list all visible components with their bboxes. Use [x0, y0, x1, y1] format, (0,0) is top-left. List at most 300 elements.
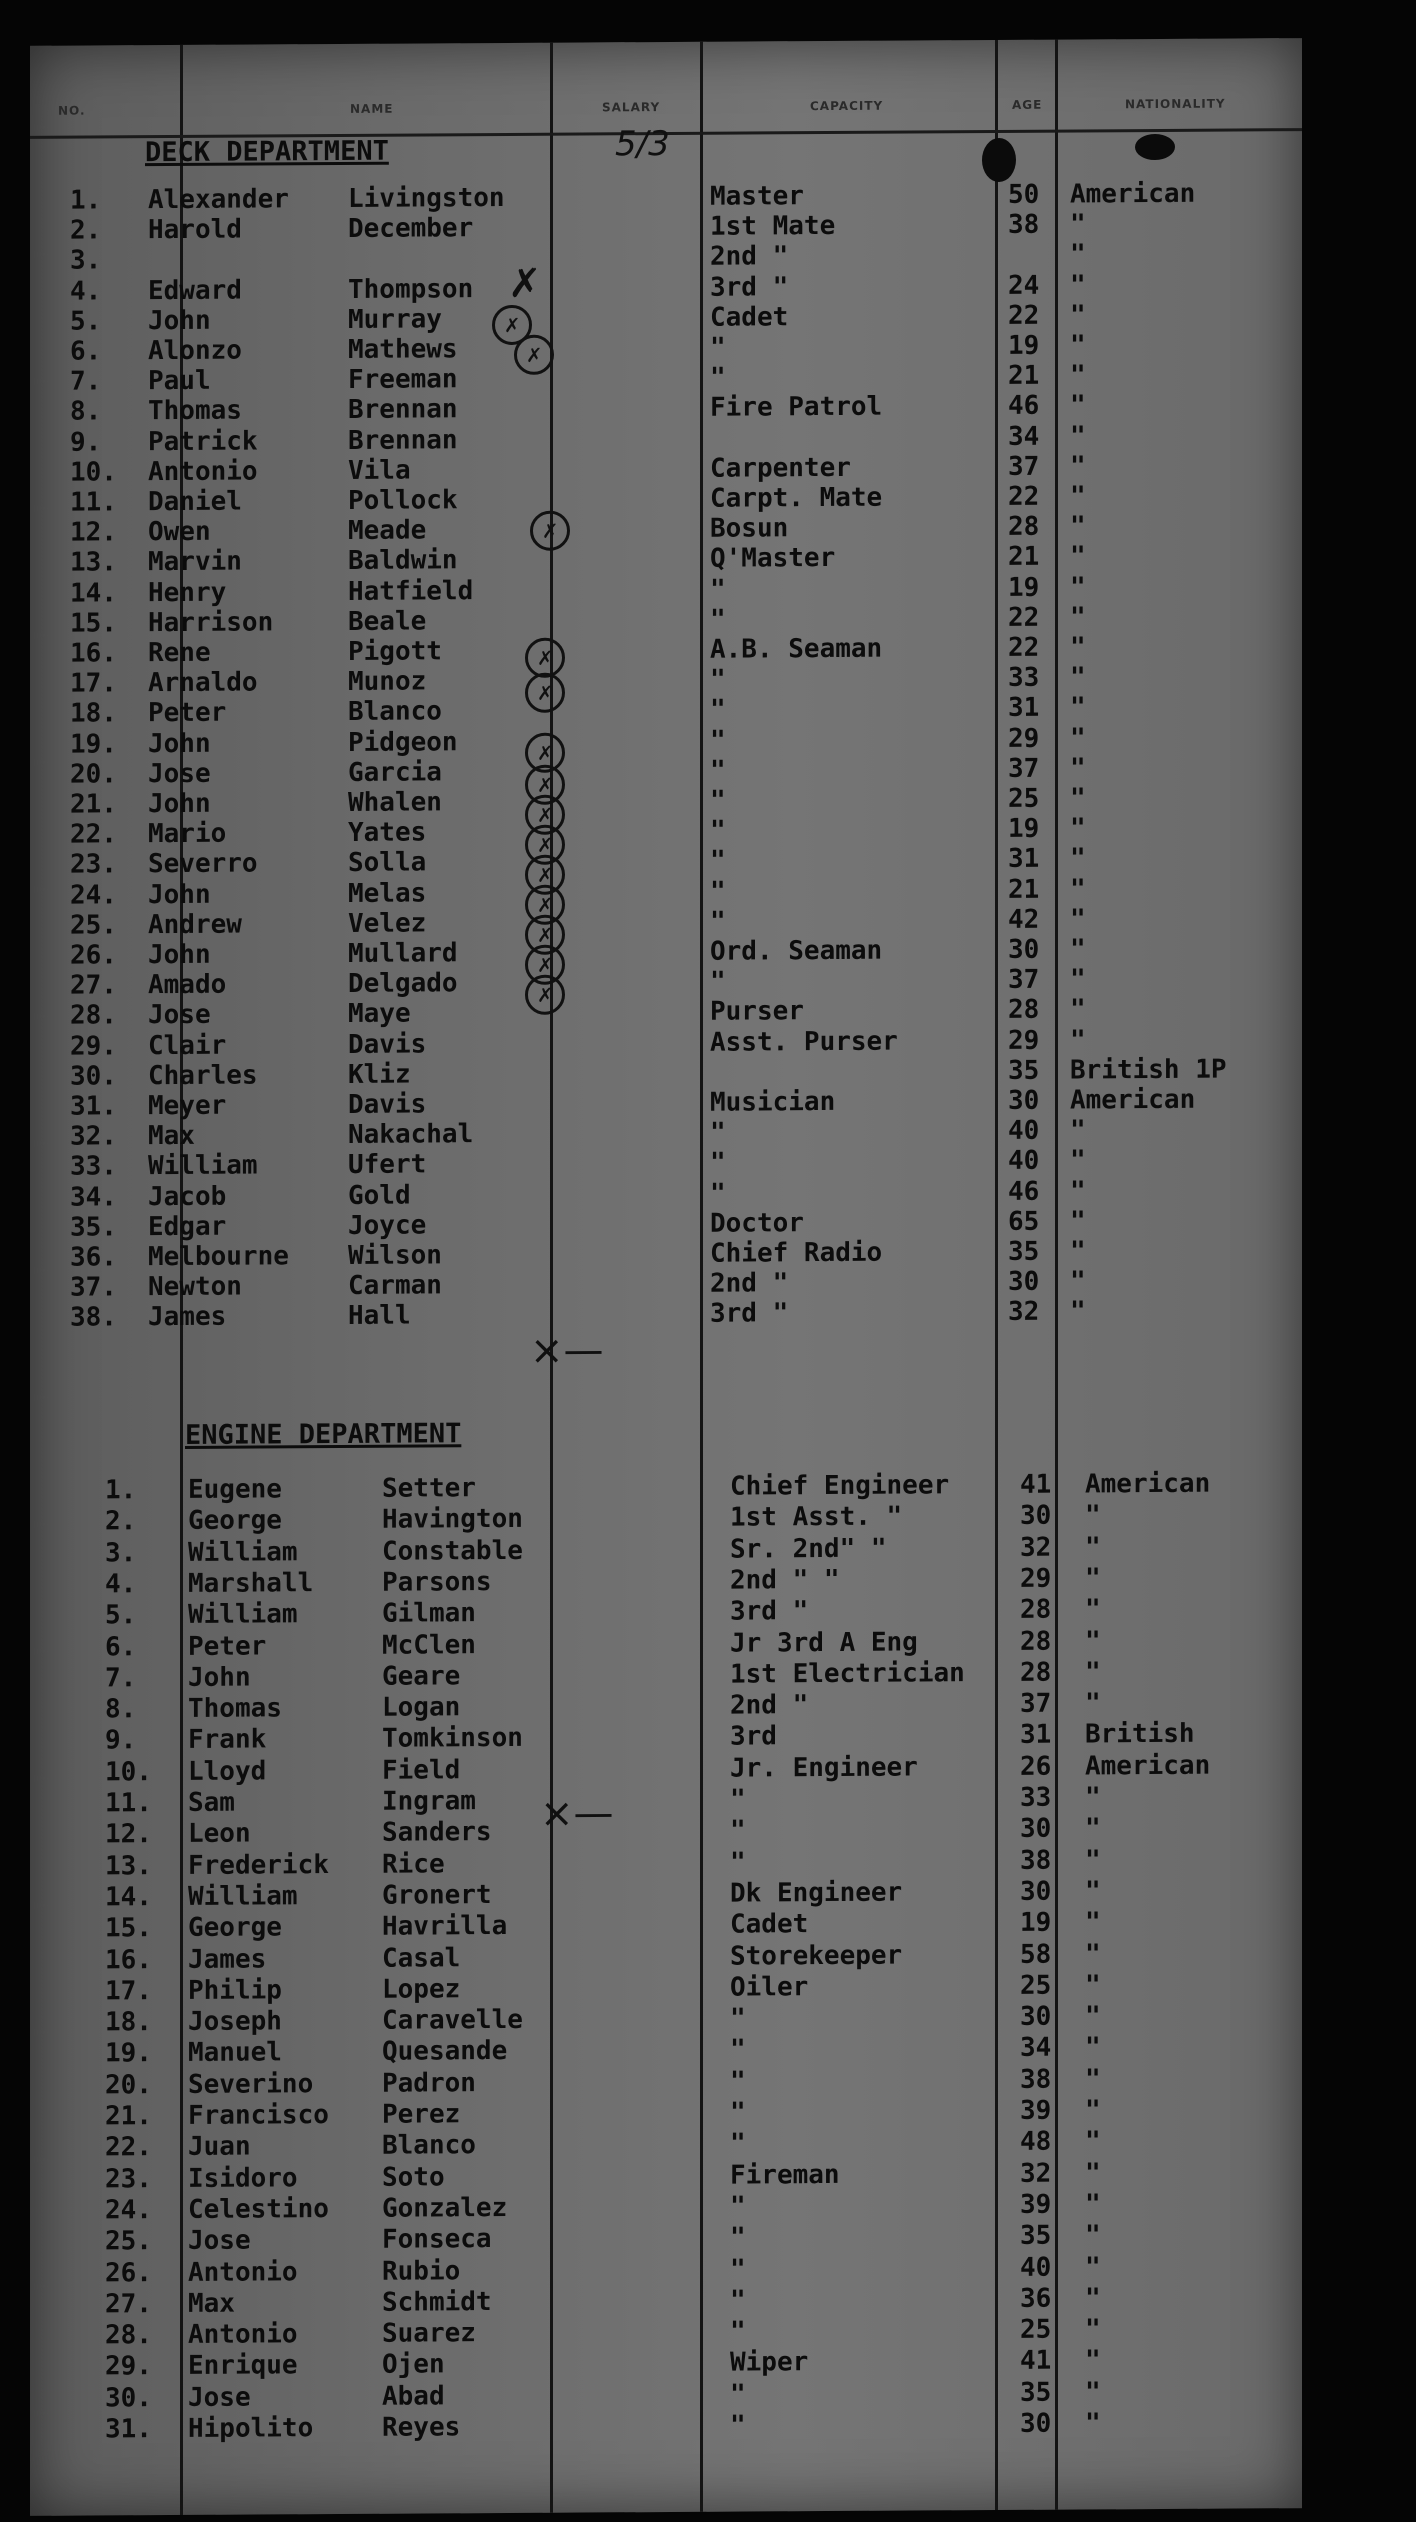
crew-first-name: Patrick — [148, 426, 258, 457]
crew-age: 41 — [1020, 1469, 1052, 1500]
crew-nationality: " — [1085, 2095, 1101, 2126]
crew-number: 37. — [70, 1272, 117, 1303]
crew-last-name: Lopez — [382, 1974, 461, 2005]
crew-capacity: 2nd " — [730, 1690, 809, 1721]
crew-nationality: " — [1085, 1938, 1101, 1969]
crew-age: 21 — [1008, 874, 1040, 905]
crew-last-name: McClen — [382, 1629, 476, 1661]
crew-number: 38. — [70, 1302, 117, 1334]
salary-note: 5/3 — [615, 123, 670, 165]
crew-age: 37 — [1008, 753, 1040, 784]
crew-age: 39 — [1020, 2189, 1052, 2220]
crew-last-name: December — [348, 213, 474, 245]
crew-nationality: " — [1070, 1236, 1086, 1267]
crew-capacity: " — [730, 2003, 746, 2034]
crew-age: 31 — [1020, 1720, 1052, 1751]
crew-age: 25 — [1020, 2314, 1052, 2345]
circled-x-mark-icon: ✗ — [525, 855, 565, 895]
circled-x-mark-icon: ✗ — [530, 511, 570, 551]
crew-last-name: Suarez — [382, 2318, 476, 2349]
crew-last-name: Munoz — [348, 666, 427, 698]
crew-capacity: Carpt. Mate — [710, 482, 883, 514]
crew-capacity: Wiper — [730, 2347, 809, 2378]
crew-number: 7. — [70, 366, 102, 397]
crew-age: 35 — [1008, 1236, 1040, 1267]
crew-age: 21 — [1008, 360, 1040, 392]
circled-x-mark-icon: ✗ — [525, 765, 565, 805]
crew-first-name: Edward — [148, 275, 242, 306]
crew-capacity: " — [710, 785, 726, 816]
crew-age: 30 — [1008, 934, 1040, 965]
crew-first-name: Harrison — [148, 607, 274, 638]
crew-age: 35 — [1020, 2220, 1052, 2252]
crew-age: 30 — [1020, 2001, 1052, 2032]
crew-last-name: Meade — [348, 515, 427, 547]
crew-first-name: Henry — [148, 577, 227, 608]
crew-number: 27. — [70, 970, 117, 1001]
crew-last-name: Setter — [382, 1473, 476, 1504]
crew-first-name: William — [148, 1150, 258, 1182]
crew-number: 5. — [105, 1600, 137, 1631]
crew-capacity: " — [730, 2191, 746, 2222]
crew-capacity: " — [710, 725, 726, 756]
crew-capacity: " — [730, 2254, 746, 2285]
crew-age: 30 — [1008, 1266, 1040, 1298]
crew-nationality: " — [1085, 2251, 1101, 2282]
crew-number: 24. — [105, 2195, 152, 2226]
crew-capacity: Jr. Engineer — [730, 1752, 918, 1784]
crew-nationality: " — [1085, 1625, 1101, 1656]
circled-x-mark-icon: ✗ — [525, 825, 565, 865]
crew-first-name: Marshall — [188, 1568, 314, 1599]
crew-capacity: 2nd " " — [730, 1564, 840, 1596]
crew-age: 30 — [1008, 1085, 1040, 1116]
crew-first-name: George — [188, 1505, 282, 1537]
crew-capacity: Asst. Purser — [710, 1026, 898, 1058]
crew-number: 15. — [105, 1913, 152, 1944]
crew-capacity: 3rd — [730, 1721, 777, 1752]
crew-last-name: Pidgeon — [348, 726, 458, 758]
crew-last-name: Tomkinson — [382, 1723, 523, 1755]
crew-capacity: Ord. Seaman — [710, 935, 883, 967]
crew-capacity: Cadet — [730, 1909, 809, 1940]
crew-number: 17. — [70, 668, 117, 699]
crew-age: 30 — [1020, 1813, 1052, 1845]
crew-age: 30 — [1020, 2408, 1052, 2439]
crew-last-name: Delgado — [348, 968, 458, 1000]
crew-nationality: " — [1070, 662, 1086, 693]
crew-age: 50 — [1008, 179, 1040, 210]
crew-number: 25. — [105, 2226, 152, 2257]
crew-first-name: Severro — [148, 848, 258, 880]
crew-first-name: Eugene — [188, 1474, 282, 1505]
crew-number: 18. — [105, 2007, 152, 2038]
crew-capacity: " — [710, 695, 726, 726]
crew-first-name: Antonio — [148, 456, 258, 487]
crew-last-name: Thompson — [348, 273, 474, 305]
crew-capacity: 3rd " — [730, 1596, 809, 1627]
crew-last-name: Garcia — [348, 757, 442, 788]
crew-nationality: " — [1070, 541, 1086, 572]
crew-capacity: " — [730, 2097, 746, 2128]
crew-capacity: Chief Radio — [710, 1237, 883, 1269]
crew-number: 3. — [70, 245, 102, 277]
crew-age: 29 — [1008, 1025, 1040, 1056]
crew-nationality: " — [1070, 511, 1086, 542]
crew-age: 40 — [1008, 1115, 1040, 1147]
crew-number: 19. — [105, 2038, 152, 2069]
crew-first-name: Hipolito — [188, 2413, 314, 2444]
crew-last-name: Pollock — [348, 485, 458, 516]
circled-x-mark-icon: ✗ — [525, 733, 565, 773]
crew-number: 29. — [70, 1030, 117, 1062]
header-salary: SALARY — [602, 100, 661, 115]
crew-number: 26. — [105, 2257, 152, 2288]
crew-nationality: " — [1070, 1145, 1086, 1176]
crew-capacity: 3rd " — [710, 271, 789, 303]
crew-number: 10. — [105, 1756, 152, 1788]
circled-x-mark-icon: ✗ — [525, 945, 565, 985]
crew-last-name: Maye — [348, 998, 411, 1030]
crew-last-name: Casal — [382, 1942, 461, 1974]
crew-first-name: Jose — [148, 758, 211, 789]
crew-first-name: William — [188, 1536, 298, 1568]
crew-first-name: Melbourne — [148, 1241, 289, 1273]
crew-capacity: 2nd " — [710, 1268, 789, 1299]
crew-last-name: Abad — [382, 2381, 445, 2412]
crew-last-name: Pigott — [348, 636, 442, 667]
crew-nationality: British 1P — [1070, 1054, 1227, 1086]
crew-age: 39 — [1020, 2095, 1052, 2126]
crew-capacity: Fire Patrol — [710, 392, 883, 424]
crew-nationality: " — [1070, 481, 1086, 512]
crew-age: 34 — [1020, 2033, 1052, 2064]
crew-nationality: " — [1070, 1025, 1086, 1056]
crew-last-name: Schmidt — [382, 2286, 492, 2318]
crew-number: 3. — [105, 1537, 137, 1569]
crew-nationality: " — [1085, 2001, 1101, 2032]
crew-capacity: Chief Engineer — [730, 1470, 950, 1502]
crew-nationality: " — [1085, 1563, 1101, 1594]
crew-age: 22 — [1008, 481, 1040, 512]
crew-age: 26 — [1020, 1751, 1052, 1782]
crew-last-name: Brennan — [348, 394, 458, 426]
crew-last-name: Gold — [348, 1180, 411, 1211]
crew-nationality: " — [1070, 783, 1086, 814]
crew-capacity: Sr. 2nd" " — [730, 1533, 887, 1565]
crew-last-name: Davis — [348, 1029, 427, 1060]
crew-age: 42 — [1008, 904, 1040, 935]
crew-first-name: James — [188, 1943, 267, 1975]
crew-capacity: Master — [710, 181, 804, 212]
crew-first-name: John — [148, 305, 211, 336]
crew-nationality: " — [1085, 2314, 1101, 2345]
crew-capacity: " — [710, 1178, 726, 1209]
crew-age: 32 — [1020, 2158, 1052, 2189]
crew-first-name: Francisco — [188, 2100, 329, 2131]
crew-first-name: Meyer — [148, 1090, 227, 1122]
crew-age: 58 — [1020, 1939, 1052, 1970]
crew-last-name: Rubio — [382, 2255, 461, 2287]
crew-last-name: Baldwin — [348, 545, 458, 577]
crew-nationality: " — [1070, 753, 1086, 784]
crew-number: 35. — [70, 1212, 117, 1243]
crew-first-name: James — [148, 1302, 227, 1333]
crew-age: 25 — [1020, 1970, 1052, 2001]
circled-x-mark-icon: ✗ — [525, 975, 565, 1015]
crew-first-name: Isidoro — [188, 2162, 298, 2194]
crew-last-name: Soto — [382, 2161, 445, 2193]
crew-age: 38 — [1020, 1845, 1052, 1876]
crew-last-name: Gonzalez — [382, 2192, 508, 2224]
crew-age: 46 — [1008, 1176, 1040, 1207]
crew-capacity: Carpenter — [710, 452, 851, 484]
crew-last-name: Yates — [348, 817, 427, 849]
crew-last-name: Perez — [382, 2099, 461, 2130]
crew-nationality: " — [1070, 1296, 1086, 1327]
crew-nationality: " — [1085, 1688, 1101, 1719]
crew-nationality: " — [1085, 2189, 1101, 2220]
crew-first-name: Edgar — [148, 1211, 227, 1242]
crew-number: 5. — [70, 306, 102, 337]
crew-capacity: " — [710, 1148, 726, 1179]
crew-capacity: " — [730, 2285, 746, 2316]
crew-first-name: Paul — [148, 365, 211, 397]
crew-last-name: Reyes — [382, 2412, 461, 2443]
crew-first-name: William — [188, 1881, 298, 1912]
crew-age: 25 — [1008, 783, 1040, 814]
crew-age: 22 — [1008, 300, 1040, 331]
crew-capacity: 1st Electrician — [730, 1657, 965, 1690]
engine-department-title: ENGINE DEPARTMENT — [185, 1418, 462, 1451]
x-dash-mark-icon: ×— — [540, 1790, 614, 1837]
crew-number: 4. — [70, 276, 102, 307]
crew-number: 31. — [105, 2414, 152, 2445]
crew-nationality: " — [1070, 270, 1086, 301]
crew-age: 40 — [1008, 1146, 1040, 1177]
crew-last-name: Constable — [382, 1535, 523, 1567]
crew-number: 31. — [70, 1091, 117, 1122]
crew-nationality: " — [1085, 1782, 1101, 1813]
circled-x-mark-icon: ✗ — [525, 915, 565, 955]
crew-last-name: Sanders — [382, 1817, 492, 1849]
crew-age: 30 — [1020, 1876, 1052, 1907]
crew-nationality: " — [1085, 1657, 1101, 1688]
crew-age: 22 — [1008, 632, 1040, 663]
crew-first-name: Mario — [148, 818, 227, 850]
crew-nationality: " — [1085, 1500, 1101, 1531]
crew-capacity: Jr 3rd A Eng — [730, 1626, 918, 1659]
crew-first-name: John — [148, 939, 211, 971]
crew-number: 6. — [105, 1631, 137, 1662]
ink-blot — [982, 138, 1016, 182]
crew-last-name: Murray — [348, 304, 442, 335]
crew-last-name: Fonseca — [382, 2224, 492, 2255]
crew-first-name: Owen — [148, 516, 211, 548]
crew-last-name: Livingston — [348, 182, 505, 214]
crew-number: 26. — [70, 940, 117, 971]
crew-number: 32. — [70, 1121, 117, 1152]
crew-nationality: " — [1085, 2220, 1101, 2251]
crew-nationality: " — [1085, 1907, 1101, 1938]
circled-x-mark-icon: ✗ — [514, 335, 554, 375]
crew-last-name: Kliz — [348, 1059, 411, 1090]
crew-last-name: Nakachal — [348, 1119, 474, 1151]
crew-nationality: " — [1085, 2157, 1101, 2189]
crew-capacity: Cadet — [710, 302, 789, 333]
crew-nationality: " — [1070, 239, 1086, 270]
crew-age: 38 — [1008, 209, 1040, 241]
crew-nationality: " — [1070, 994, 1086, 1025]
crew-nationality: British — [1085, 1719, 1195, 1750]
crew-capacity: 3rd " — [710, 1298, 789, 1330]
crew-number: 21. — [105, 2101, 152, 2132]
crew-first-name: Juan — [188, 2131, 251, 2163]
crew-first-name: Enrique — [188, 2350, 298, 2382]
crew-first-name: Max — [148, 1121, 195, 1152]
crew-number: 25. — [70, 910, 117, 941]
crew-number: 34. — [70, 1181, 117, 1213]
circled-x-mark-icon: ✗ — [525, 638, 565, 678]
crew-nationality: " — [1085, 1813, 1101, 1844]
crew-nationality: " — [1085, 2126, 1101, 2157]
crew-first-name: Thomas — [188, 1693, 282, 1725]
crew-nationality: " — [1085, 1594, 1101, 1625]
crew-last-name: Beale — [348, 606, 427, 637]
crew-age: 19 — [1008, 572, 1040, 603]
crew-number: 29. — [105, 2351, 152, 2382]
crew-number: 27. — [105, 2288, 152, 2320]
crew-first-name: Marvin — [148, 546, 242, 578]
crew-capacity: " — [710, 362, 726, 393]
crew-first-name: Philip — [188, 1975, 282, 2006]
crew-row — [30, 2407, 1302, 2445]
crew-first-name: Leon — [188, 1818, 251, 1850]
crew-first-name: Lloyd — [188, 1756, 267, 1787]
ink-blot — [1135, 134, 1175, 160]
crew-age: 65 — [1008, 1206, 1040, 1237]
crew-nationality: American — [1085, 1750, 1211, 1782]
deck-department-title: DECK DEPARTMENT — [145, 135, 389, 169]
crew-capacity: Purser — [710, 996, 804, 1028]
crew-capacity: Fireman — [730, 2159, 840, 2191]
crew-capacity: Dk Engineer — [730, 1877, 903, 1909]
crew-first-name: John — [188, 1662, 251, 1693]
crew-nationality: American — [1070, 178, 1196, 210]
crew-number: 12. — [105, 1819, 152, 1850]
crew-nationality: " — [1085, 2032, 1101, 2063]
crew-age: 31 — [1008, 693, 1040, 724]
crew-last-name: Havrilla — [382, 1911, 508, 1942]
crew-number: 8. — [105, 1694, 137, 1725]
crew-age: 19 — [1008, 330, 1040, 361]
crew-nationality: " — [1070, 632, 1086, 663]
crew-first-name: Jose — [188, 2225, 251, 2257]
crew-age: 28 — [1008, 511, 1040, 543]
crew-nationality: " — [1070, 874, 1086, 905]
crew-capacity: 1st Mate — [710, 211, 836, 242]
crew-nationality: " — [1070, 330, 1086, 361]
crew-capacity: Q'Master — [710, 543, 836, 575]
crew-last-name: Rice — [382, 1848, 445, 1880]
crew-nationality: " — [1070, 1176, 1086, 1207]
crew-capacity: " — [730, 1784, 746, 1815]
crew-age: 38 — [1020, 2064, 1052, 2095]
crew-capacity: A.B. Seaman — [710, 633, 883, 665]
crew-capacity: " — [730, 2316, 746, 2347]
crew-nationality: American — [1085, 1468, 1211, 1500]
crew-age: 28 — [1020, 1626, 1052, 1657]
crew-nationality: " — [1070, 813, 1086, 844]
crew-first-name: Severino — [188, 2068, 314, 2100]
crew-age: 28 — [1008, 995, 1040, 1026]
crew-capacity: " — [710, 1117, 726, 1148]
crew-first-name: Joseph — [188, 2006, 282, 2038]
header-name: NAME — [350, 101, 394, 116]
crew-age: 28 — [1020, 1594, 1052, 1626]
crew-last-name: Velez — [348, 908, 427, 939]
crew-capacity: " — [710, 966, 726, 997]
crew-first-name: Clair — [148, 1030, 227, 1061]
crew-number: 17. — [105, 1975, 152, 2007]
crew-age: 46 — [1008, 391, 1040, 422]
crew-first-name: Charles — [148, 1060, 258, 1091]
crew-first-name: Celestino — [188, 2193, 329, 2225]
crew-age: 28 — [1020, 1657, 1052, 1688]
crew-age: 19 — [1020, 1907, 1052, 1939]
crew-capacity: " — [730, 1815, 746, 1846]
crew-first-name: Alonzo — [148, 335, 242, 367]
crew-last-name: Wilson — [348, 1240, 442, 1271]
crew-capacity: " — [710, 604, 726, 635]
circled-x-mark-icon: ✗ — [525, 795, 565, 835]
crew-capacity: " — [710, 574, 726, 605]
crew-first-name: Peter — [148, 698, 227, 729]
crew-number: 15. — [70, 608, 117, 639]
crew-number: 20. — [70, 759, 117, 790]
crew-nationality: " — [1070, 964, 1086, 995]
crew-nationality: " — [1070, 1115, 1086, 1146]
crew-capacity: Storekeeper — [730, 1940, 903, 1972]
crew-nationality: " — [1070, 421, 1086, 452]
crew-nationality: " — [1085, 2408, 1101, 2439]
crew-age: 31 — [1008, 844, 1040, 875]
crew-capacity: " — [730, 2410, 746, 2441]
crew-number: 14. — [105, 1882, 152, 1913]
crew-number: 22. — [70, 819, 117, 850]
crew-age: 35 — [1020, 2377, 1052, 2408]
header-capacity: CAPACITY — [810, 98, 884, 114]
crew-last-name: Havington — [382, 1504, 523, 1536]
crew-nationality: " — [1070, 843, 1086, 874]
crew-first-name: Antonio — [188, 2256, 298, 2288]
crew-number: 8. — [70, 396, 102, 428]
crew-nationality: " — [1070, 934, 1086, 965]
crew-age: 19 — [1008, 813, 1040, 845]
crew-nationality: " — [1085, 2377, 1101, 2408]
crew-last-name: Hatfield — [348, 575, 474, 607]
crew-age: 41 — [1020, 2346, 1052, 2377]
crew-capacity: " — [730, 1847, 746, 1878]
crew-first-name: Daniel — [148, 486, 242, 518]
crew-number: 19. — [70, 728, 117, 760]
circled-x-mark-icon: ✗ — [525, 673, 565, 713]
crew-last-name: Ufert — [348, 1149, 427, 1181]
crew-first-name: Newton — [148, 1271, 242, 1303]
crew-capacity: " — [730, 2128, 746, 2159]
crew-age: 37 — [1008, 964, 1040, 996]
header-no: NO. — [58, 103, 86, 118]
